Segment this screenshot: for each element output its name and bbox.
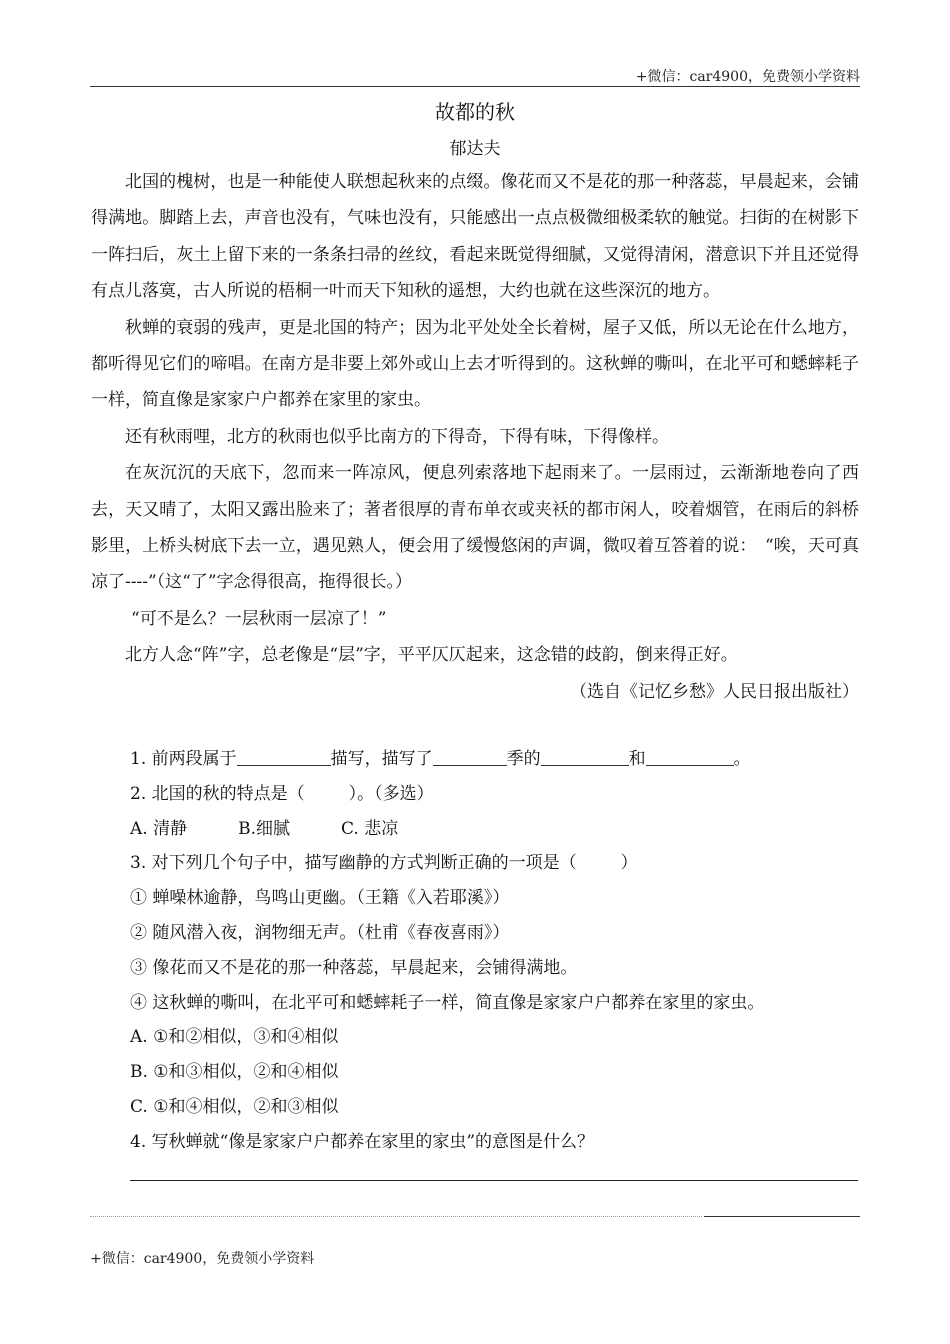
question-4: 4. 写秋蝉就“像是家家户户都养在家里的家虫”的意图是什么？ [130, 1131, 595, 1152]
answer-blank-1[interactable] [237, 748, 331, 766]
passage-paragraph-3: 还有秋雨哩，北方的秋雨也似乎比南方的下得奇，下得有味，下得像样。 [125, 426, 669, 447]
passage-paragraph-5: “可不是么？一层秋雨一层凉了！” [131, 608, 387, 629]
page-title: 故都的秋 [435, 100, 515, 124]
passage-paragraph-6: 北方人念“阵”字，总老像是“层”字，平平仄仄起来，这念错的歧韵，倒来得正好。 [125, 645, 738, 666]
question-2-options: A. 清静 B.细腻 C. 悲凉 [130, 818, 399, 839]
question-3-sentence-3: ③ 像花而又不是花的那一种落蕊，早晨起来，会铺得满地。 [130, 957, 578, 978]
question-3-option-c: C. ①和④相似，②和③相似 [130, 1096, 339, 1117]
footer-watermark-note: +微信：car4900，免费领小学资料 [90, 1251, 315, 1267]
answer-blank-2[interactable] [433, 748, 507, 766]
question-1: 1. 前两段属于 描写，描写了 季的 和 。 [130, 749, 751, 769]
answer-line-q4[interactable] [130, 1180, 858, 1181]
question-3: 3. 对下列几个句子中，描写幽静的方式判断正确的一项是（ ） [130, 853, 638, 874]
footer-dotted-rule [90, 1216, 702, 1217]
header-rule [90, 86, 860, 87]
header-watermark-note: +微信：car4900，免费领小学资料 [635, 69, 860, 85]
question-3-option-b: B. ①和③相似，②和④相似 [130, 1062, 339, 1083]
passage-source: （选自《记忆乡愁》人民日报出版社） [570, 681, 859, 702]
footer-solid-rule [704, 1216, 860, 1217]
answer-blank-3[interactable] [541, 748, 629, 766]
question-3-option-a: A. ①和②相似，③和④相似 [130, 1027, 339, 1048]
author-name: 郁达夫 [449, 139, 501, 159]
passage-paragraph-4: 在灰沉沉的天底下，忽而来一阵凉风，便息列索落地下起雨来了。一层雨过，云渐渐地卷向了西去，天又晴了，太阳又露出脸来了；著者很厚的青布单衣或夹袄的都市闲人，咬着烟管，在雨后的斜桥影里，上桥头树底下去一立，遇见熟人，便会用了缓慢悠闲的声调，微叹着互答着的说： “唉，天可真凉了----”（这“了”字念得很高，拖得很长。） [91, 463, 859, 593]
reading-passage [91, 164, 859, 710]
question-section [130, 742, 860, 1160]
passage-paragraph-1: 北国的槐树，也是一种能使人联想起秋来的点缀。像花而又不是花的那一种落蕊，早晨起来，会铺得满地。脚踏上去，声音也没有，气味也没有，只能感出一点点极微细极柔软的触觉。扫街的在树影下一阵扫后，灰土上留下来的一条条扫帚的丝纹，看起来既觉得细腻，又觉得清闲，潜意识下并且还觉得有点儿落寞，古人所说的梧桐一叶而天下知秋的遥想，大约也就在这些深沉的地方。 [91, 172, 859, 302]
question-2: 2. 北国的秋的特点是（ ）。（多选） [130, 783, 434, 804]
question-3-sentence-4: ④ 这秋蝉的嘶叫，在北平可和蟋蟀耗子一样，简直像是家家户户都养在家里的家虫。 [130, 992, 765, 1013]
passage-paragraph-2: 秋蝉的衰弱的残声，更是北国的特产；因为北平处处全长着树，屋子又低，所以无论在什么地方，都听得见它们的啼唱。在南方是非要上郊外或山上去才听得到的。这秋蝉的嘶叫，在北平可和蟋蟀耗子一样，简直像是家家户户都养在家里的家虫。 [91, 317, 859, 411]
question-3-sentence-2: ② 随风潜入夜，润物细无声。（杜甫《春夜喜雨》） [130, 922, 510, 943]
answer-blank-4[interactable] [646, 748, 734, 766]
question-3-sentence-1: ① 蝉噪林逾静，鸟鸣山更幽。（王籍《入若耶溪》） [130, 888, 510, 909]
